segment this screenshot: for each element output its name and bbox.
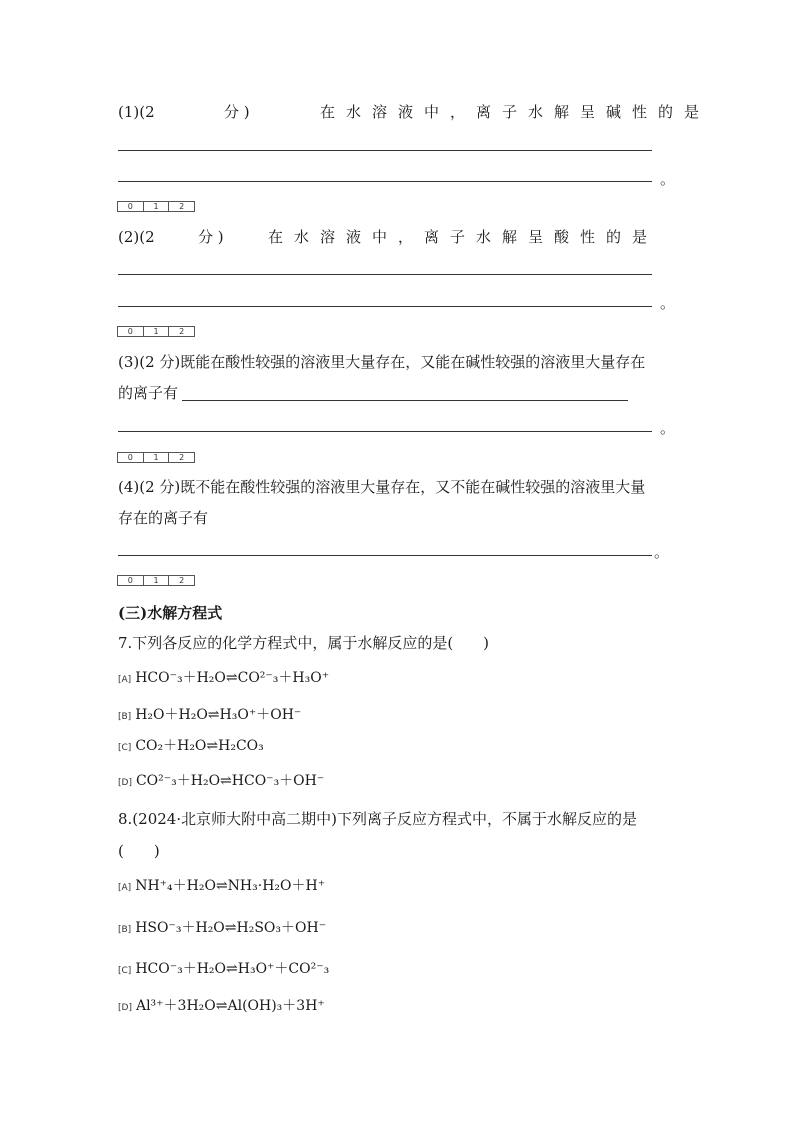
option-tag: [A] [118,883,132,893]
q7-option-b[interactable] [118,705,301,727]
q3-answer-line-1[interactable] [182,400,628,401]
option-tag: [B] [118,712,132,722]
section-heading: (三)水解方程式 [118,604,223,622]
option-tag: [D] [118,1003,132,1013]
option-equation: NH⁺₄＋H₂O⇌NH₃·H₂O＋H⁺ [135,878,326,894]
option-tag: [D] [118,778,132,788]
q2-prefix: (2)(2 [118,228,155,246]
score-0[interactable]: 0 [118,327,144,336]
option-tag: [C] [118,743,132,753]
score-0[interactable]: 0 [118,453,144,462]
q4-line-1: (4)(2 分)既不能在酸性较强的溶液里大量存在，又不能在碱性较强的溶液里大量 [118,478,646,496]
q3-line-1: (3)(2 分)既能在酸性较强的溶液里大量存在，又能在碱性较强的溶液里大量存在 [118,353,646,371]
q7-stem: 7.下列各反应的化学方程式中，属于水解反应的是( ) [118,634,490,652]
q1-text: 在水溶液中，离子水解呈碱性的是 [320,103,711,121]
q3-answer-line-2[interactable] [118,431,652,432]
q1-answer-line-1[interactable] [118,150,652,151]
q1-answer-line-2[interactable] [118,181,652,182]
option-equation: HSO⁻₃＋H₂O⇌H₂SO₃＋OH⁻ [135,920,327,936]
option-equation: HCO⁻₃＋H₂O⇌H₃O⁺＋CO²⁻₃ [135,961,330,977]
q1-fen: 分 ) [224,103,250,121]
option-equation: H₂O＋H₂O⇌H₃O⁺＋OH⁻ [135,707,302,723]
option-tag: [A] [118,675,132,685]
q2-answer-line-1[interactable] [118,274,652,275]
q2-text: 在水溶液中，离子水解呈酸性的是 [268,228,659,246]
q8-stem-line-1: 8.(2024·北京师大附中高二期中)下列离子反应方程式中，不属于水解反应的是 [118,810,637,828]
score-1[interactable]: 1 [144,453,170,462]
score-1[interactable]: 1 [144,327,170,336]
q2-answer-line-2[interactable] [118,306,652,307]
score-1[interactable]: 1 [144,576,170,585]
q1-period: 。 [660,170,676,188]
option-tag: [C] [118,966,132,976]
q3-score-box[interactable] [117,452,195,463]
score-0[interactable]: 0 [118,202,144,211]
score-1[interactable]: 1 [144,202,170,211]
option-equation: Al³⁺＋3H₂O⇌Al(OH)₃＋3H⁺ [135,998,325,1014]
q4-answer-line-1[interactable] [118,555,652,556]
q1-prefix: (1)(2 [118,103,155,121]
score-2[interactable]: 2 [179,202,185,211]
q7-option-d[interactable] [118,771,324,793]
q8-option-d[interactable] [118,996,325,1018]
q8-option-b[interactable] [118,918,326,940]
q2-score-box[interactable] [117,326,195,337]
option-equation: HCO⁻₃＋H₂O⇌CO²⁻₃＋H₃O⁺ [135,670,330,686]
score-2[interactable]: 2 [179,453,185,462]
q4-period: 。 [654,543,670,561]
option-equation: CO²⁻₃＋H₂O⇌HCO⁻₃＋OH⁻ [135,773,325,789]
option-equation: CO₂＋H₂O⇌H₂CO₃ [135,738,264,754]
q7-option-c[interactable] [118,736,264,758]
q1-score-box[interactable] [117,201,195,212]
q2-fen: 分 ) [198,228,224,246]
score-2[interactable]: 2 [179,327,185,336]
q4-score-box[interactable] [117,575,195,586]
q3-period: 。 [660,419,676,437]
score-2[interactable]: 2 [179,576,185,585]
q4-line-2: 存在的离子有 [118,509,209,527]
q8-option-a[interactable] [118,876,325,898]
q8-stem-line-2: ( ) [118,842,160,860]
q7-option-a[interactable] [118,668,329,690]
q2-period: 。 [660,294,676,312]
q3-line-2: 的离子有 [118,384,179,402]
q8-option-c[interactable] [118,959,329,981]
option-tag: [B] [118,925,132,935]
score-0[interactable]: 0 [118,576,144,585]
